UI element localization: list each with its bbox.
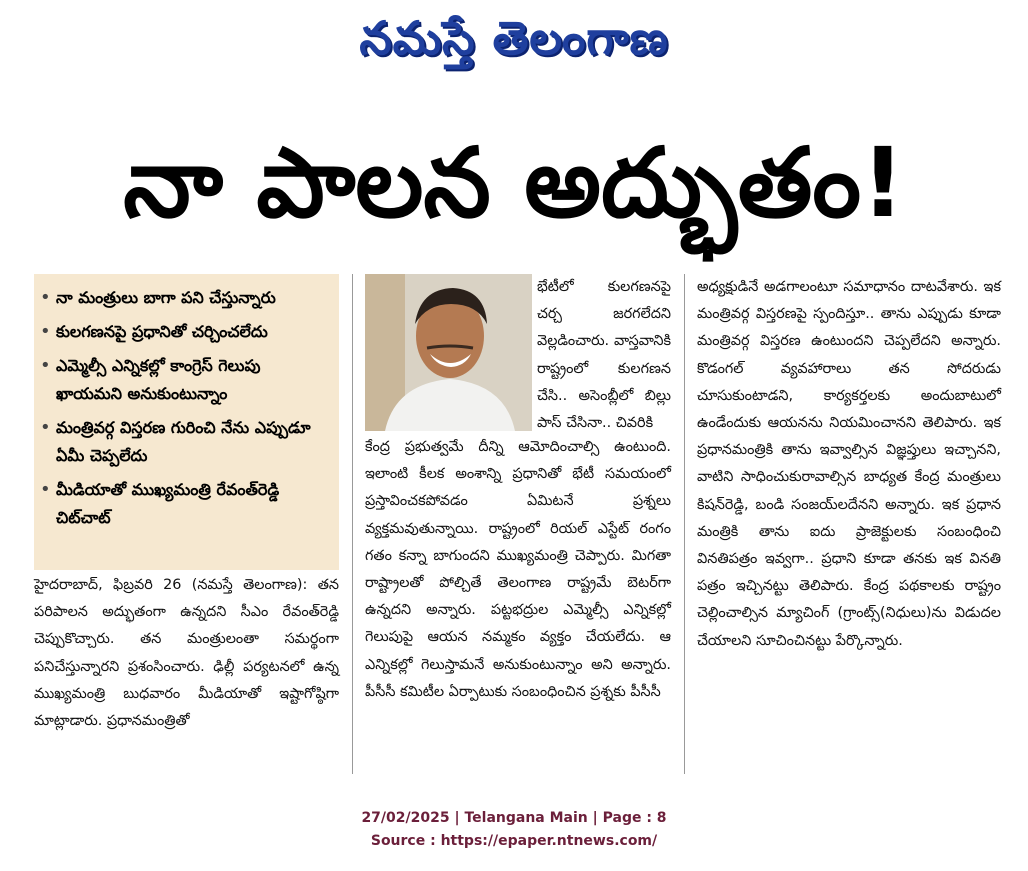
article-column-2-top: భేటీలో కులగణనపై చర్చ జరగలేదని వెల్లడించారు. వాస్తవానికి రాష్ట్రంలో కులగణన చేసి.. అసెంబ్లీలో బిల్లు పాస్ చేసినా.. చివరికి [537, 279, 671, 432]
bullet-icon: • [40, 479, 51, 500]
column-divider [684, 274, 685, 774]
highlight-item [40, 318, 331, 346]
highlight-item [40, 476, 331, 532]
highlight-text: నా మంత్రులు బాగా పని చేస్తున్నారు [56, 288, 276, 307]
highlight-item [40, 284, 331, 312]
highlight-text: ఎమ్మెల్సీ ఎన్నికల్లో కాంగ్రెస్ గెలుపు ఖాయమని అనుకుంటున్నాం [56, 356, 261, 403]
masthead-title: నమస్తే తెలంగాణ [359, 11, 669, 65]
article-column-2-bottom: కేంద్ర ప్రభుత్వమే దీన్ని ఆమోదించాల్సి ఉంటుంది. ఇలాంటి కీలక అంశాన్ని ప్రధానితో భేటీ సమయంలో ప్రస్తావించకపోవడం ఏమిటనే ప్రశ్నలు వ్యక్తమవుతున్నాయి. రాష్ట్రంలో రియల్ ఎస్టేట్ రంగం గతం కన్నా బాగుందని ముఖ్యమంత్రి చెప్పారు. మిగతా రాష్ట్రాలతో పోల్చితే తెలంగాణ రాష్ట్రమే బెటర్‌గా ఉన్నదని అన్నారు. పట్టభద్రుల ఎమ్మెల్సీ ఎన్నికల్లో గెలుపుపై ఆయన నమ్మకం వ్యక్తం చేయలేదు. ఆ ఎన్నికల్లో గెలుస్తామనే అనుకుంటున్నాం అని అన్నారు. పీసీసీ కమిటీల ఏర్పాటుకు సంబంధించిన ప్రశ్నకు పీసీసీ [365, 439, 671, 700]
highlight-text: మంత్రివర్గ విస్తరణ గురించి నేను ఎప్పుడూ ఏమీ చెప్పలేదు [56, 418, 311, 465]
headline [0, 108, 1028, 258]
bullet-icon: • [40, 287, 51, 308]
highlight-text: కులగణనపై ప్రధానితో చర్చించలేదు [56, 322, 268, 341]
bullet-icon: • [40, 321, 51, 342]
highlight-text: మీడియాతో ముఖ్యమంత్రి రేవంత్‌రెడ్డి చిట్‌చాట్ [56, 480, 280, 527]
column-divider [352, 274, 353, 774]
footer-source: Source : https://epaper.ntnews.com/ [370, 833, 658, 849]
bullet-icon: • [40, 355, 51, 376]
footer-edition: 27/02/2025 | Telangana Main | Page : 8 [361, 810, 667, 826]
article-column-3: అధ్యక్షుడినే అడగాలంటూ సమాధానం దాటవేశారు. ఇక మంత్రివర్గ విస్తరణపై స్పందిస్తూ.. తాను ఎప్పుడు కూడా మంత్రివర్గ విస్తరణ ఉంటుందని చెప్పలేదని అన్నారు. కొడంగల్ వ్యవహారాలు తన సోదరుడు చూసుకుంటాడని, కార్యకర్తలకు అందుబాటులో ఉండేందుకు ఆయనను నియమించానని తెలిపారు. ఇక ప్రధానమంత్రికి తాను ఇవ్వాల్సిన విజ్ఞప్తులు ఇచ్చానని, వాటిని సాధించుకురావాల్సిన బాధ్యత కేంద్ర మంత్రులు కిషన్‌రెడ్డి, బండి సంజయ్‌లదేనని అన్నారు. ఇక ప్రధాన మంత్రికి తాను ఐదు ప్రాజెక్టులకు సంబంధించి వినతిపత్రం ఇవ్వగా.. ప్రధాని కూడా తనకు ఇక వినతి పత్రం ఇచ్చినట్టు తెలిపారు. కేంద్ర పథకాలకు రాష్ట్రం చెల్లించాల్సిన మ్యాచింగ్ (గ్రాంట్స్(నిధులు)ను విడుదల చేయాలని సూచించినట్టు పేర్కొన్నారు. [697, 279, 1001, 649]
masthead [0, 4, 1028, 72]
headline-text: నా పాలన అద్భుతం! [123, 127, 905, 239]
article-column-1: హైదరాబాద్, ఫిబ్రవరి 26 (నమస్తే తెలంగాణ): తన పరిపాలన అద్భుతంగా ఉన్నదని సీఎం రేవంత్‌రెడ్డి చెప్పుకొచ్చారు. తన మంత్రులంతా సమర్థంగా పనిచేస్తున్నారని ప్రశంసించారు. ఢిల్లీ పర్యటనలో ఉన్న ముఖ్యమంత్రి బుధవారం మీడియాతో ఇష్టాగోష్ఠిగా మాట్లాడారు. ప్రధానమంత్రితో [34, 577, 339, 730]
person-photo-icon [365, 274, 532, 431]
highlight-item [40, 352, 331, 408]
person-photo [365, 274, 532, 431]
highlights-box [34, 274, 339, 570]
highlight-item [40, 414, 331, 470]
bullet-icon: • [40, 417, 51, 438]
